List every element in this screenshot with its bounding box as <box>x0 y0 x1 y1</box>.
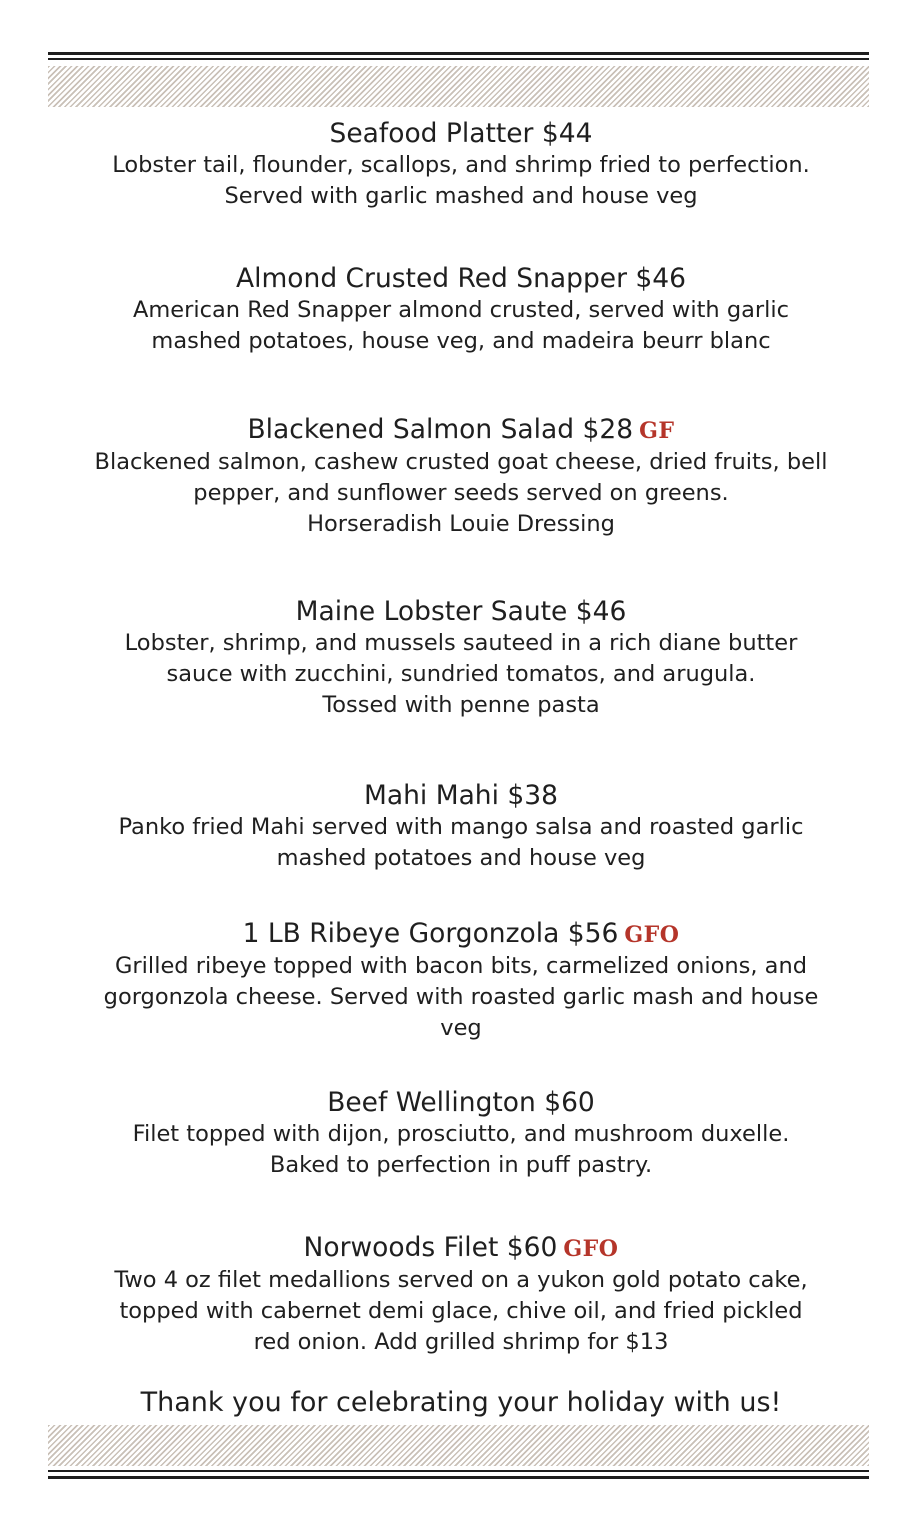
item-name-row <box>40 918 882 951</box>
description-line: Horseradish Louie Dressing <box>307 511 615 537</box>
item-description <box>40 951 882 1044</box>
description-line: sauce with zucchini, sundried tomatos, and arugula. <box>166 661 756 687</box>
item-name-row <box>40 414 882 447</box>
dietary-tag-gfo: GFO <box>624 922 680 948</box>
item-name: Almond Crusted Red Snapper $46 <box>236 263 686 294</box>
item-description <box>40 628 882 721</box>
menu-item-salmon-salad <box>40 414 882 540</box>
dietary-tag-gf: GF <box>639 418 675 444</box>
description-line: Two 4 oz filet medallions served on a yukon gold potato cake, <box>114 1267 808 1293</box>
description-line: mashed potatoes, house veg, and madeira beurr blanc <box>151 328 771 354</box>
description-line: Served with garlic mashed and house veg <box>224 183 698 209</box>
item-name-row <box>40 1232 882 1265</box>
description-line: Tossed with penne pasta <box>322 692 600 718</box>
description-line: veg <box>440 1015 482 1041</box>
description-line: Grilled ribeye topped with bacon bits, carmelized onions, and <box>115 953 807 979</box>
item-name: Norwoods Filet $60 <box>303 1232 558 1263</box>
item-name: Blackened Salmon Salad $28 <box>247 414 634 445</box>
top-rule-thin <box>48 58 869 60</box>
item-description <box>40 812 882 874</box>
menu-item-beef-wellington <box>40 1087 882 1181</box>
item-description <box>40 150 882 212</box>
description-line: Blackened salmon, cashew crusted goat cheese, dried fruits, bell <box>94 449 828 475</box>
description-line: mashed potatoes and house veg <box>276 845 646 871</box>
description-line: Lobster tail, flounder, scallops, and shrimp fried to perfection. <box>112 152 810 178</box>
item-name: Maine Lobster Saute $46 <box>295 596 627 627</box>
menu-item-red-snapper <box>40 263 882 357</box>
top-hatch-band <box>48 66 869 107</box>
menu-item-seafood-platter <box>40 118 882 212</box>
item-description <box>40 447 882 540</box>
description-line: Filet topped with dijon, prosciutto, and mushroom duxelle. <box>132 1121 790 1147</box>
item-description <box>40 1265 882 1358</box>
item-name: Mahi Mahi $38 <box>364 780 558 811</box>
description-line: pepper, and sunflower seeds served on greens. <box>193 480 729 506</box>
item-description <box>40 1119 882 1181</box>
description-line: Panko fried Mahi served with mango salsa and roasted garlic <box>118 814 804 840</box>
item-name: Beef Wellington $60 <box>327 1087 595 1118</box>
item-name: Seafood Platter $44 <box>329 118 593 149</box>
menu-item-lobster-saute <box>40 596 882 721</box>
menu-item-norwoods-filet <box>40 1232 882 1358</box>
description-line: American Red Snapper almond crusted, served with garlic <box>132 297 790 323</box>
description-line: Baked to perfection in puff pastry. <box>269 1152 653 1178</box>
bottom-hatch-band <box>48 1425 869 1466</box>
description-line: gorgonzola cheese. Served with roasted garlic mash and house <box>103 984 819 1010</box>
description-line: topped with cabernet demi glace, chive oil, and fried pickled <box>119 1298 803 1324</box>
dietary-tag-gfo: GFO <box>563 1236 619 1262</box>
menu-item-mahi-mahi <box>40 780 882 874</box>
bottom-rule <box>48 1476 869 1479</box>
item-name: 1 LB Ribeye Gorgonzola $56 <box>242 918 619 949</box>
item-description <box>40 295 882 357</box>
thank-you-message: Thank you for celebrating your holiday with us! <box>140 1387 782 1418</box>
menu-item-ribeye <box>40 918 882 1044</box>
top-rule <box>48 52 869 55</box>
description-line: Lobster, shrimp, and mussels sauteed in a rich diane butter <box>124 630 798 656</box>
description-line: red onion. Add grilled shrimp for $13 <box>253 1329 669 1355</box>
bottom-rule-thin <box>48 1470 869 1472</box>
